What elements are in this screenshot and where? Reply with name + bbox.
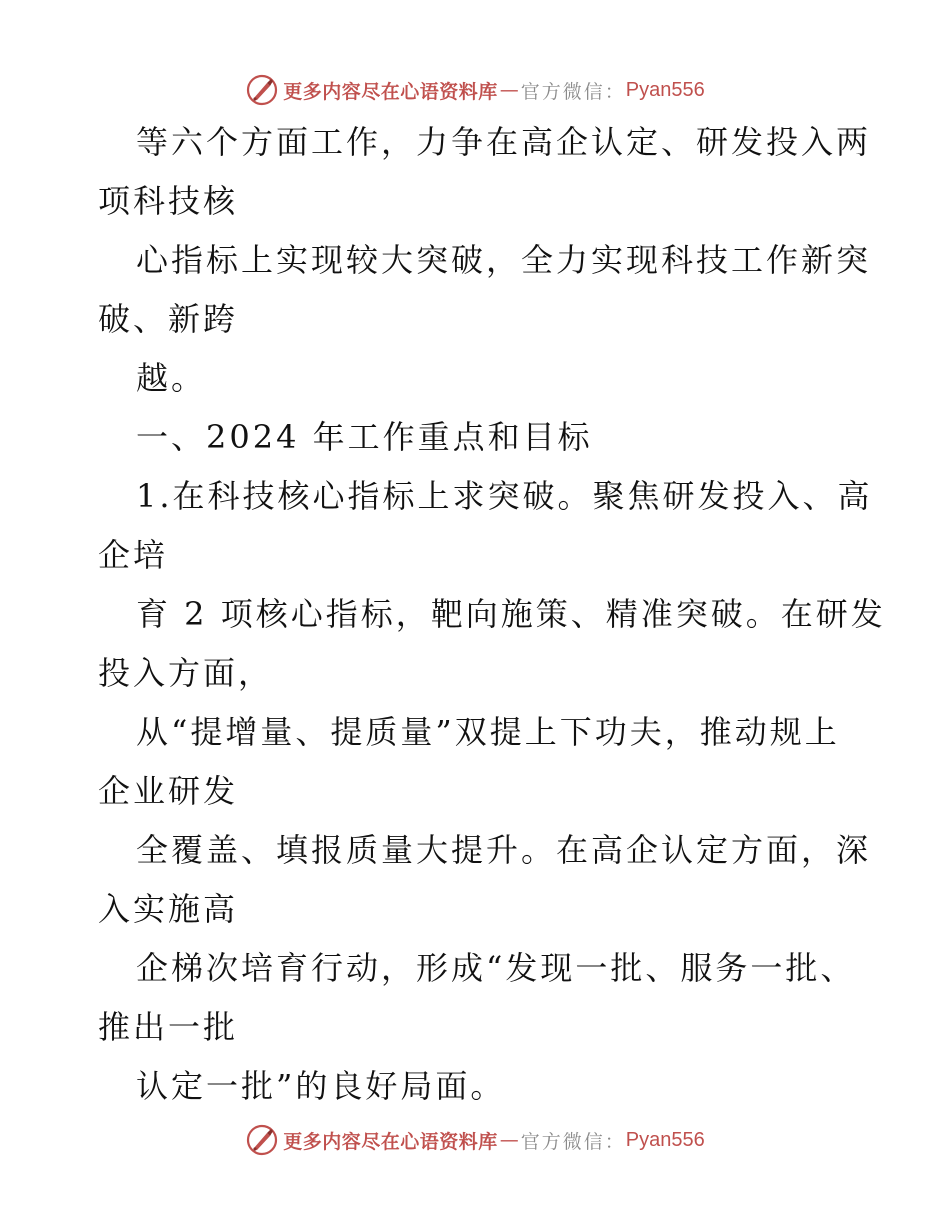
body-line: 破、新跨	[98, 300, 239, 338]
body-line: 心指标上实现较大突破，全力实现科技工作新突	[136, 241, 872, 279]
footer-watermark	[0, 1120, 950, 1160]
body-line: 从“提增量、提质量”双提上下功夫，推动规上	[136, 713, 840, 751]
body-line: 等六个方面工作，力争在高企认定、研发投入两	[136, 123, 872, 161]
watermark-brand: 更多内容尽在心语资料库	[283, 80, 498, 103]
body-line: 认定一批”的良好局面。	[136, 1067, 506, 1105]
body-line: 1.在科技核心指标上求突破。聚焦研发投入、高	[136, 477, 873, 515]
body-line: 企业研发	[98, 772, 239, 810]
body-line: 入实施高	[98, 890, 239, 928]
body-line: 推出一批	[98, 1008, 239, 1046]
section-heading: 一、2024 年工作重点和目标	[136, 418, 593, 456]
body-line: 越。	[136, 359, 207, 397]
watermark-dash: —	[499, 79, 519, 101]
watermark-wechat-id: Pyan556	[625, 78, 705, 101]
watermark-brand: 更多内容尽在心语资料库	[283, 1130, 498, 1153]
watermark-wechat-id: Pyan556	[625, 1128, 705, 1151]
pen-logo-icon	[245, 1123, 279, 1157]
header-watermark	[0, 70, 950, 110]
watermark-dash: —	[499, 1129, 519, 1151]
body-line: 企培	[98, 536, 169, 574]
body-line: 投入方面，	[98, 654, 274, 692]
body-line: 项科技核	[98, 182, 239, 220]
body-line: 全覆盖、填报质量大提升。在高企认定方面，深	[136, 831, 872, 869]
pen-logo-icon	[245, 73, 279, 107]
watermark-official-label: 官方微信：	[520, 80, 626, 103]
watermark-official-label: 官方微信：	[520, 1130, 626, 1153]
body-line: 企梯次培育行动，形成“发现一批、服务一批、	[136, 949, 856, 987]
body-line: 育 2 项核心指标，靶向施策、精准突破。在研发	[136, 595, 886, 633]
